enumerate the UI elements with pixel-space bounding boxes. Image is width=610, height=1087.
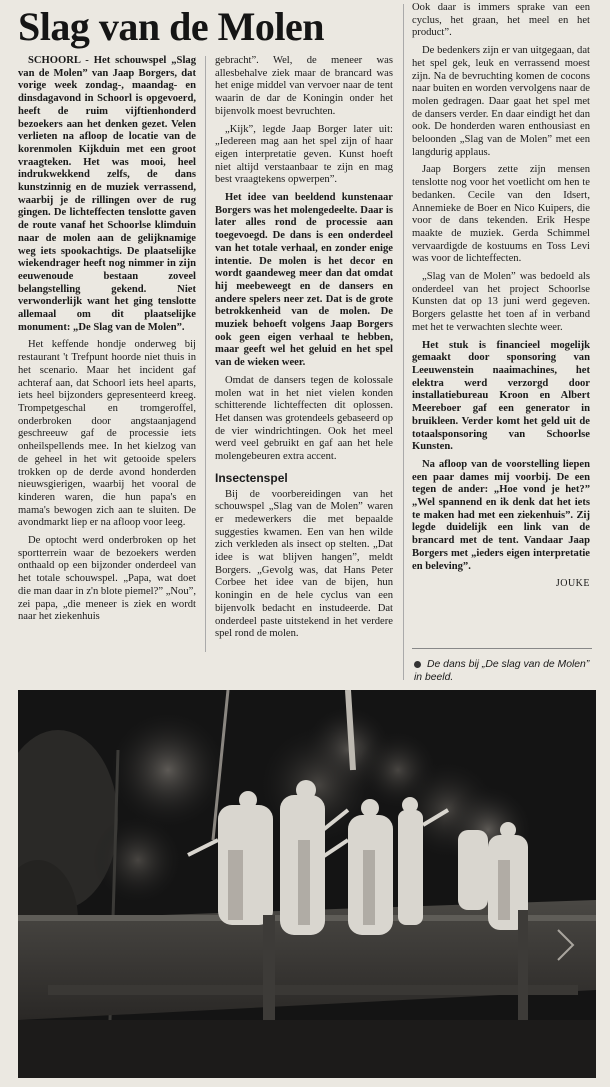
article-column-1 bbox=[18, 55, 196, 655]
article-paragraph: „Slag van de Molen” was bedoeld als onderdeel van het project Schoorlse Kunsten dat op 13 juni werd gegeven. Borgers gelastte het toen af in verband met het te verwachten slechte weer. bbox=[412, 271, 590, 333]
article-paragraph: Het keffende hondje onderweg bij restaurant 't Trefpunt hoorde niet thuis in het scenario. Maar het incident gaf achteraf aan, dat Schoorl iets heel aparts, iets heel bijzonders gepresenteerd kreeg. Trompetgeschal en tromgeroffel, onderbroken door angstaanjagend geschreeuw gaf de processie iets onheilspellends mee. In het kielzog van de geheel in het wit getooide spelers trokken op de derde avond honderden nieuwsgierigen, waarbij het vooral de kinderen waren, die hun papa's en mama's bewogen zich aan te sluiten. De avondmarkt liep er na afloop voor leeg. bbox=[18, 339, 196, 529]
article-paragraph: Omdat de dansers tegen de kolossale molen wat in het niet vielen konden schitterende lichteffecten dit oplossen. Het dansen was grotendeels gebaseerd op de vier windrichtingen. Ook het meel werd veel gebruikt en gaf aan het hele molengebeuren extra accent. bbox=[215, 374, 393, 463]
section-subhead: Insectenspel bbox=[215, 470, 288, 485]
photo-caption bbox=[414, 658, 594, 684]
column-divider bbox=[403, 4, 404, 680]
article-column-2 bbox=[215, 55, 393, 655]
article-lead: SCHOORL - Het schouwspel „Slag van de Molen” van Jaap Borgers, dat vorige week zondag-, maandag- en dinsdagavond in Schoorl is opgevoerd, heeft de ruim vijftienhonderd bezoekers aan het denken gezet. Velen verlieten na afloop de locatie van de korenmolen Kijkduin met een groot vraagteken. Het was mooi, heel indrukwekkend zelfs, de dans kunstzinnig en de muziek verrassend, waarbij je de rillingen over de rug gingen. De lichteffecten tenslotte gaven de route vanaf het Schoorlse klimduin naar de molen aan de gelijknamige weg iets spookachtigs. De plaatselijke wiekendrager heeft nog nimmer in zijn eeuwenoude bestaan zoveel belangstelling gekend. Niet verwonderlijk want het ging tenslotte allemaal om dit plaatselijke monument: „De Slag van de Molen”. bbox=[18, 55, 196, 333]
author-signature: JOUKE bbox=[555, 578, 590, 590]
dance-performance-image bbox=[18, 690, 596, 1078]
article-paragraph: De optocht werd onderbroken op het sportterrein waar de bezoekers werden onthaald op een bijzonder onderdeel van het totale schouwspel. „Papa, wat doet die man daar in z'n blote piemel?” „Nou”, zei papa, „die meneer is ziek en wordt naar het ziekenhuis bbox=[18, 535, 196, 623]
article-photo bbox=[18, 690, 596, 1078]
article-headline: Slag van de Molen bbox=[18, 4, 324, 49]
article-paragraph: Bij de voorbereidingen van het schouwspel „Slag van de Molen” waren er medewerkers die met bepaalde suggesties kwamen. Een van hen wilde zich verkleden als insect op stelten. „Dat idee is wat blijven hangen”, meldt Borgers. „Gevolg was, dat Hans Peter Corbee het idee van de bijen, hun koningin en de hele cyclus van een bijenvolk bedacht en instudeerde. Dat onderdeel paste uitstekend in het verdere spel rond de molen. bbox=[215, 488, 393, 640]
column-divider bbox=[205, 56, 206, 652]
article-paragraph-bold: Het idee van beeldend kunstenaar Borgers was het molengedeelte. Daar is later alles rond de processie aan toegevoegd. De dans is een onderdeel van het totale verhaal, en zonder enige intentie. De molen is het decor en wordt gaandeweg meer dan dat omdat hij meebeweegt en de dansers en andere spelers neer zet. Dat is de grote betrokkenheid van de molen. De muziek behoeft volgens Jaap Borgers ook geen eigen verhaal te hebben, maar geeft wel het geluid en het spel van de wieken weer. bbox=[215, 192, 393, 369]
photo-caption-text: De dans bij „De slag van de Molen” in beeld. bbox=[414, 659, 590, 683]
article-paragraph: Jaap Borgers zette zijn mensen tenslotte nog voor het voetlicht om hen te bedanken. Cecile van den Idsert, Annemieke de Boer en Nico Kuipers, die voor de dans tekenden. Erik Hespe maakte de muziek. Gerda Schimmel vervaardigde de kostuums en Toss Levi was voor de lichteffecten. bbox=[412, 164, 590, 265]
article-paragraph-bold: Het stuk is financieel mogelijk gemaakt door sponsoring van Leeuwenstein naaimachines, het elektra werd verzorgd door installatiebureau Kroon en Albert Meereboer gaf een generator in bruikleen. Verder komt het geld uit de totaalsponsoring van Schoorlse Kunsten. bbox=[412, 339, 590, 453]
article-paragraph-bold: Na afloop van de voorstelling liepen een paar dames mij voorbij. De een tegen de ander: „Hoe vond je het?” „Wel spannend en ik denk dat het iets te maken had met een ziekenhuis”. Zij legde duidelijk een link van de brancard met de tent. Vandaar Jaap Borgers met „ieders eigen interpretatie en beleving”. bbox=[412, 458, 590, 572]
article-paragraph: Ook daar is immers sprake van een cyclus, het graan, het meel en het product”. bbox=[412, 2, 590, 39]
caption-divider bbox=[412, 648, 592, 649]
bullet-icon bbox=[414, 661, 421, 668]
article-paragraph: „Kijk”, legde Jaap Borger later uit: „Iedereen mag aan het spel zijn of haar eigen interpretatie geven. Kunst hoeft niet altijd verstaanbaar te zijn en mag best vraagtekens opwerpen”. bbox=[215, 123, 393, 186]
article-paragraph: gebracht”. Wel, de meneer was allesbehalve ziek maar de brancard was het enige middel van vervoer naar de tent waarin de dar de Koningin onder het bijenvolk moest bevruchten. bbox=[215, 55, 393, 117]
article-column-3 bbox=[412, 2, 590, 642]
article-paragraph: De bedenkers zijn er van uitgegaan, dat het spel gek, leuk en verrassend moest zijn. Na de bevruchting komen de cocons naar buiten en worden vervolgens naar de molen gedragen. Daar gaat het spel met de dansers verder. En daar eindigt het dan ook. De honderden waren enthousiast en beloonden „Slag van de Molen” met een langdurig applaus. bbox=[412, 45, 590, 158]
